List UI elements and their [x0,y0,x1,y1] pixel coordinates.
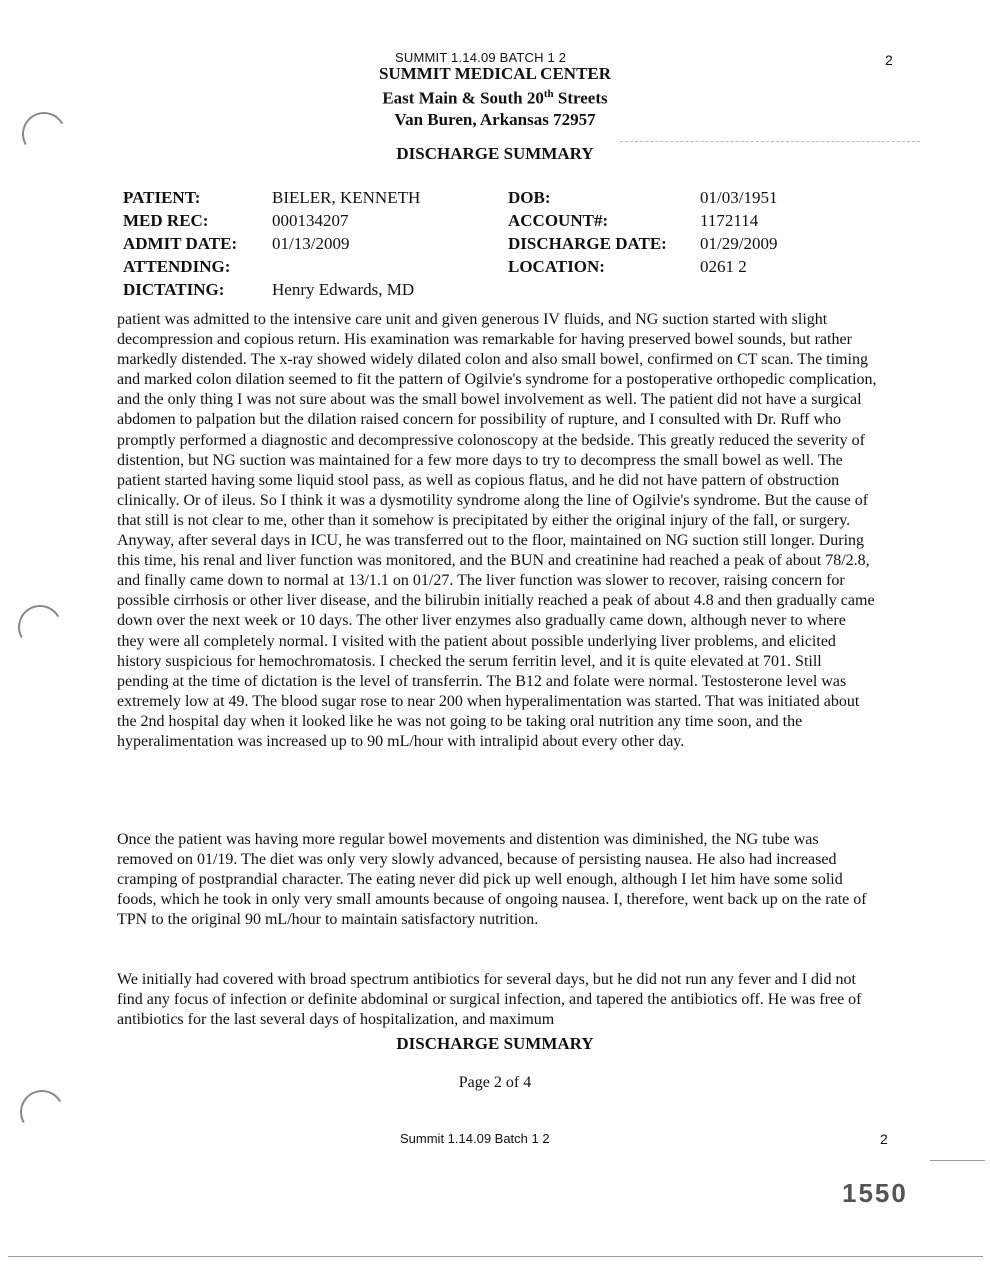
page-bottom-rule [8,1256,983,1257]
street-text: East Main & South 20 [382,88,544,108]
label-dictating: DICTATING: [123,280,225,299]
label-location: LOCATION: [508,257,605,276]
label-dob: DOB: [508,188,551,207]
page-number-bottom: 2 [880,1131,888,1147]
batch-label-bottom: Summit 1.14.09 Batch 1 2 [400,1131,550,1146]
scan-dash-rule [620,141,920,142]
patient-labels-right [508,186,667,278]
value-attending [272,255,420,278]
body-paragraph-1: patient was admitted to the intensive care unit and given generous IV fluids, and NG suction started with slight decompression and copious return. His examination was remarkable for having preserved bowel sounds, but rather markedly distended. The x-ray showed widely dilated colon and also small bowel, confirmed on CT scan. The timing and marked colon dilation seemed to fit the pattern of Ogilvie's syndrome for a postoperative orthopedic complication, and the only thing I was not sure about was the small bowel involvement as well. The patient did not have a surgical abdomen to palpation but the dilation raised concern for possibility of rupture, and I consulted with Dr. Ruff who promptly performed a diagnostic and decompressive colonoscopy at the bedside. This greatly reduced the severity of distention, but NG suction was maintained for a few more days to try to decompress the small bowel as well. The patient started having some liquid stool pass, as well as copious flatus, and he did not have pattern of obstruction clinically. Or of ileus. So I think it was a dysmotility syndrome along the line of Ogilvie's syndrome. But the cause of that still is not clear to me, other than it somehow is precipitated by either the original injury of the fall, or surgery. Anyway, after several days in ICU, he was transferred out to the floor, maintained on NG suction still longer. During this time, his renal and liver function was monitored, and the BUN and creatinine had reached a peak of about 78/2.8, and finally came down to normal at 13/1.1 on 01/27. The liver function was slower to recover, raising concern for possible cirrhosis or other liver disease, and the bilirubin initially reached a peak of about 4.8 and then gradually came down over the next week or 10 days. The other liver enzymes also gradually came down, although never to where they were all completely normal. I visited with the patient about possible underlying liver problems, and elicited history suspicious for hemochromatosis. I checked the serum ferritin level, and it is quite elevated at 701. Still pending at the time of dictation is the level of transferrin. The B12 and folate were normal. Testosterone level was extremely low at 49. The blood sugar rose to near 200 when hyperalimentation was started. That was initiated about the 2nd hospital day when it looked like he was not going to be taking oral nutrition any time soon, and the hyperalimentation was increased up to 90 mL/hour with intralipid about every other day. [117,311,877,750]
footer-title: DISCHARGE SUMMARY [396,1034,594,1053]
punch-hole-mark [13,600,67,654]
label-admit-date: ADMIT DATE: [123,234,238,253]
page-right-tick [930,1160,985,1161]
value-admit-date: 01/13/2009 [272,234,350,253]
label-account: ACCOUNT#: [508,211,609,230]
bates-stamp: 1550 [842,1178,908,1208]
label-attending: ATTENDING: [123,257,231,276]
value-account: 1172114 [700,211,759,230]
page-number-top: 2 [885,52,893,68]
punch-hole-mark [15,1085,69,1139]
patient-values-left [272,186,420,301]
patient-labels-left [123,186,237,301]
body-paragraph-3: We initially had covered with broad spectrum antibiotics for several days, but he did not run any fever and I did not find any focus of infection or definite abdominal or surgical infection, and tapered the antibiotics off. He was free of antibiotics for the last several days of hospitalization, and maximum [117,971,862,1029]
label-discharge-date: DISCHARGE DATE: [508,234,667,253]
value-med-rec: 000134207 [272,211,349,230]
street-text-end: Streets [553,88,608,108]
value-discharge-date: 01/29/2009 [700,234,778,253]
value-dictating: Henry Edwards, MD [272,280,415,299]
street-suffix: th [543,88,554,100]
page-of-label: Page 2 of 4 [458,1074,532,1091]
document-title: DISCHARGE SUMMARY [396,144,594,163]
value-location: 0261 2 [700,257,747,276]
hospital-city: Van Buren, Arkansas 72957 [394,109,596,129]
value-patient: BIELER, KENNETH [272,188,421,207]
body-paragraph-2: Once the patient was having more regular bowel movements and distention was diminished, the NG tube was removed on 01/19. The diet was only very slowly advanced, because of persisting nausea. He also had increased cramping of postprandial character. The eating never did pick up well enough, although I let him have some solid foods, which he took in only very small amounts because of ongoing nausea. I, therefore, went back up on the rate of TPN to the original 90 mL/hour to maintain satisfactory nutrition. [117,831,867,929]
label-med-rec: MED REC: [123,211,209,230]
hospital-street [0,84,990,109]
label-patient: PATIENT: [123,188,201,207]
hospital-header [0,63,990,130]
patient-values-right [700,186,777,278]
value-dob: 01/03/1951 [700,188,778,207]
batch-label-top: SUMMIT 1.14.09 BATCH 1 2 [395,50,567,65]
hospital-name: SUMMIT MEDICAL CENTER [378,64,612,83]
